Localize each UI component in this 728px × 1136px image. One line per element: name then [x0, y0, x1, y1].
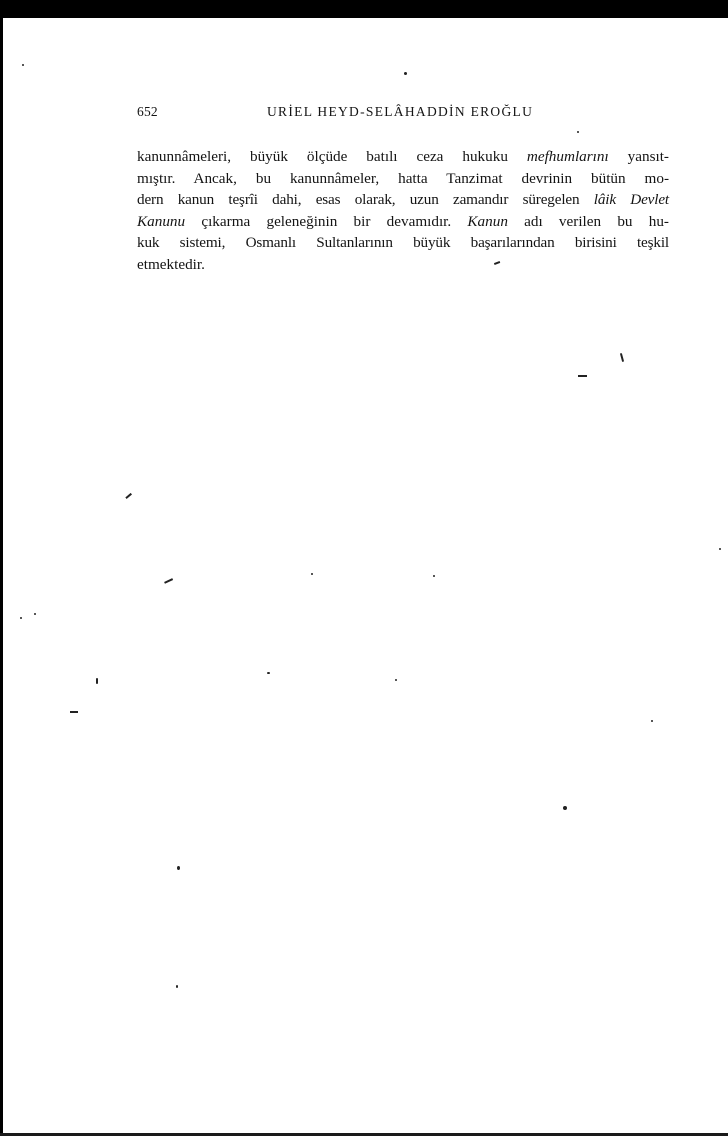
scan-speck	[177, 866, 180, 870]
scan-mark	[70, 711, 78, 713]
italic-term: Kanunu	[137, 212, 186, 230]
scan-speck	[22, 64, 24, 66]
scan-speck	[577, 131, 579, 133]
scan-mark	[164, 578, 173, 583]
running-head	[137, 104, 669, 126]
text-segment: dern kanun teşrîi dahi, esas olarak, uzun zamandır süregelen	[137, 191, 594, 209]
scan-speck	[176, 985, 178, 988]
scan-speck	[404, 72, 407, 75]
text-segment: kanunnâmeleri, büyük ölçüde batılı ceza hukuku	[137, 148, 527, 165]
text-line-6: etmektedir.	[137, 255, 205, 273]
italic-term: Kanun	[467, 212, 508, 230]
scan-speck	[20, 617, 22, 619]
scan-speck	[719, 548, 721, 550]
scan-top-edge	[0, 0, 728, 18]
scan-speck	[395, 679, 397, 681]
body-paragraph	[137, 146, 669, 276]
scan-speck	[267, 672, 270, 674]
text-line-1	[137, 146, 669, 168]
text-segment: adı verilen bu hu-	[507, 212, 669, 230]
text-line-3	[137, 189, 669, 211]
text-segment: çıkarma geleneğinin bir devamıdır.	[185, 212, 468, 230]
scan-speck	[620, 353, 624, 362]
scan-mark	[125, 493, 131, 499]
text-segment: yansıt-	[608, 148, 669, 165]
text-line-4	[137, 211, 669, 233]
scan-mark	[578, 375, 587, 377]
scan-speck	[96, 678, 98, 684]
scan-speck	[433, 575, 435, 577]
italic-term: mefhumlarını	[526, 148, 609, 165]
scan-speck	[311, 573, 313, 575]
scan-speck	[34, 613, 36, 615]
scan-speck	[563, 806, 567, 810]
scan-left-edge	[0, 18, 3, 1136]
page-number: 652	[137, 104, 158, 119]
scan-speck	[651, 720, 653, 722]
italic-term: lâik Devlet	[593, 191, 669, 209]
text-line-2: mıştır. Ancak, bu kanunnâmeler, hatta Tanzimat devrinin bütün mo-	[137, 169, 669, 187]
text-line-5: kuk sistemi, Osmanlı Sultanlarının büyük başarılarından birisini teşkil	[137, 234, 669, 252]
running-head-title: URİEL HEYD-SELÂHADDİN EROĞLU	[267, 104, 534, 119]
